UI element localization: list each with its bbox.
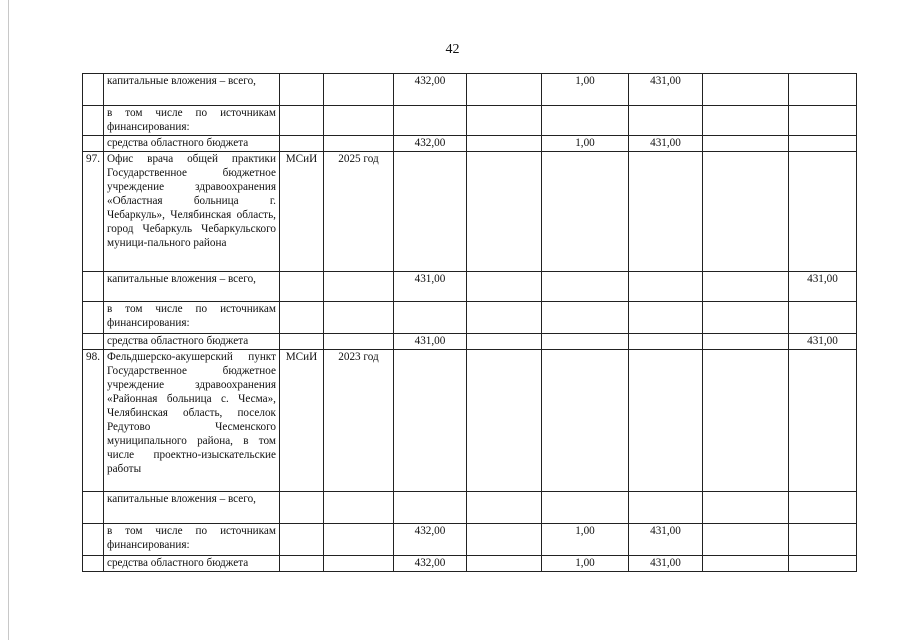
- row-value-col6-cell: [788, 350, 856, 492]
- row-number-cell: [83, 302, 104, 334]
- row-value-col4-cell: 431,00: [628, 524, 702, 556]
- row-org-cell: [279, 492, 323, 524]
- row-value-col5-cell: [702, 492, 788, 524]
- row-value-col6-cell: 431,00: [788, 334, 856, 350]
- row-value-col4-cell: [628, 350, 702, 492]
- row-value-col2-cell: [466, 492, 541, 524]
- row-value-col5-cell: [702, 350, 788, 492]
- row-number-cell: [83, 334, 104, 350]
- row-value-col5-cell: [702, 136, 788, 152]
- table-row: [83, 524, 857, 556]
- row-year-cell: 2023 год: [323, 350, 393, 492]
- row-year-cell: [323, 556, 393, 572]
- row-value-col6-cell: [788, 152, 856, 272]
- row-value-col5-cell: [702, 272, 788, 302]
- row-org-cell: МСиИ: [279, 350, 323, 492]
- row-year-cell: 2025 год: [323, 152, 393, 272]
- row-number-cell: [83, 74, 104, 106]
- row-year-cell: [323, 272, 393, 302]
- table-row: [83, 136, 857, 152]
- row-value-total-cell: 431,00: [393, 272, 466, 302]
- row-value-col6-cell: [788, 136, 856, 152]
- row-value-col5-cell: [702, 556, 788, 572]
- row-value-col6-cell: [788, 524, 856, 556]
- row-value-col2-cell: [466, 556, 541, 572]
- row-value-col5-cell: [702, 524, 788, 556]
- row-name-cell: в том числе по источникам финансирования:: [103, 302, 279, 334]
- row-value-col3-cell: 1,00: [541, 556, 628, 572]
- table-row: [83, 492, 857, 524]
- row-value-col5-cell: [702, 334, 788, 350]
- table-row: [83, 106, 857, 136]
- row-value-col2-cell: [466, 524, 541, 556]
- row-value-col3-cell: 1,00: [541, 524, 628, 556]
- row-number-cell: 98.: [83, 350, 104, 492]
- row-value-col2-cell: [466, 152, 541, 272]
- row-org-cell: [279, 74, 323, 106]
- row-org-cell: [279, 272, 323, 302]
- row-year-cell: [323, 106, 393, 136]
- row-value-col4-cell: [628, 106, 702, 136]
- row-number-cell: [83, 524, 104, 556]
- row-value-col5-cell: [702, 106, 788, 136]
- row-value-col6-cell: 431,00: [788, 272, 856, 302]
- row-year-cell: [323, 136, 393, 152]
- row-value-col4-cell: 431,00: [628, 556, 702, 572]
- row-number-cell: [83, 106, 104, 136]
- row-name-cell: Офис врача общей практики Государственное бюджетное учреждение здравоохранения «Областная больница г. Чебаркуль», Челябинская область, город Чебаркуль Чебаркульского муници-пального района: [103, 152, 279, 272]
- row-name-cell: средства областного бюджета: [103, 136, 279, 152]
- row-value-col3-cell: [541, 272, 628, 302]
- row-value-col4-cell: [628, 334, 702, 350]
- row-value-col2-cell: [466, 106, 541, 136]
- row-value-col3-cell: [541, 152, 628, 272]
- row-year-cell: [323, 524, 393, 556]
- budget-table: [82, 73, 857, 572]
- table-row: [83, 334, 857, 350]
- row-name-cell: средства областного бюджета: [103, 556, 279, 572]
- row-name-cell: капитальные вложения – всего,: [103, 492, 279, 524]
- table-row: [83, 302, 857, 334]
- table-row: [83, 556, 857, 572]
- row-value-total-cell: [393, 350, 466, 492]
- row-org-cell: [279, 302, 323, 334]
- row-org-cell: [279, 106, 323, 136]
- row-name-cell: в том числе по источникам финансирования:: [103, 524, 279, 556]
- row-value-total-cell: 432,00: [393, 74, 466, 106]
- row-value-total-cell: [393, 152, 466, 272]
- table-row: [83, 152, 857, 272]
- row-value-col2-cell: [466, 302, 541, 334]
- row-name-cell: капитальные вложения – всего,: [103, 272, 279, 302]
- row-number-cell: [83, 136, 104, 152]
- row-value-col6-cell: [788, 302, 856, 334]
- row-number-cell: [83, 272, 104, 302]
- row-value-col3-cell: [541, 302, 628, 334]
- row-value-col3-cell: [541, 106, 628, 136]
- row-number-cell: [83, 556, 104, 572]
- row-value-col4-cell: 431,00: [628, 136, 702, 152]
- row-org-cell: [279, 136, 323, 152]
- row-value-col3-cell: 1,00: [541, 74, 628, 106]
- row-value-col3-cell: 1,00: [541, 136, 628, 152]
- row-value-col3-cell: [541, 334, 628, 350]
- row-value-col2-cell: [466, 350, 541, 492]
- row-org-cell: [279, 334, 323, 350]
- row-value-col6-cell: [788, 556, 856, 572]
- row-value-col2-cell: [466, 74, 541, 106]
- row-year-cell: [323, 74, 393, 106]
- row-value-col4-cell: 431,00: [628, 74, 702, 106]
- row-value-total-cell: [393, 106, 466, 136]
- row-value-total-cell: 432,00: [393, 136, 466, 152]
- row-year-cell: [323, 334, 393, 350]
- row-value-total-cell: 432,00: [393, 524, 466, 556]
- row-value-col3-cell: [541, 492, 628, 524]
- row-value-col3-cell: [541, 350, 628, 492]
- row-value-col4-cell: [628, 272, 702, 302]
- row-number-cell: [83, 492, 104, 524]
- row-name-cell: Фельдшерско-акушерский пункт Государственное бюджетное учреждение здравоохранения «Районная больница с. Чесма», Челябинская область, поселок Редутово Чесменского муниципального района, в том числе проектно-изыскательские работы: [103, 350, 279, 492]
- row-org-cell: [279, 556, 323, 572]
- row-value-col5-cell: [702, 302, 788, 334]
- row-name-cell: средства областного бюджета: [103, 334, 279, 350]
- row-value-col2-cell: [466, 272, 541, 302]
- row-value-col6-cell: [788, 492, 856, 524]
- row-value-col4-cell: [628, 302, 702, 334]
- row-year-cell: [323, 302, 393, 334]
- row-value-col2-cell: [466, 136, 541, 152]
- row-org-cell: [279, 524, 323, 556]
- row-value-total-cell: 432,00: [393, 556, 466, 572]
- table-row: [83, 74, 857, 106]
- row-value-col2-cell: [466, 334, 541, 350]
- row-name-cell: капитальные вложения – всего,: [103, 74, 279, 106]
- row-number-cell: 97.: [83, 152, 104, 272]
- row-year-cell: [323, 492, 393, 524]
- row-value-col4-cell: [628, 492, 702, 524]
- row-value-col5-cell: [702, 152, 788, 272]
- page-number: 42: [445, 42, 460, 57]
- row-value-col6-cell: [788, 74, 856, 106]
- row-value-total-cell: [393, 302, 466, 334]
- table-row: [83, 350, 857, 492]
- row-value-total-cell: 431,00: [393, 334, 466, 350]
- row-value-col4-cell: [628, 152, 702, 272]
- page-edge-line: [8, 0, 9, 640]
- row-name-cell: в том числе по источникам финансирования:: [103, 106, 279, 136]
- row-value-total-cell: [393, 492, 466, 524]
- row-value-col5-cell: [702, 74, 788, 106]
- table-row: [83, 272, 857, 302]
- row-org-cell: МСиИ: [279, 152, 323, 272]
- row-value-col6-cell: [788, 106, 856, 136]
